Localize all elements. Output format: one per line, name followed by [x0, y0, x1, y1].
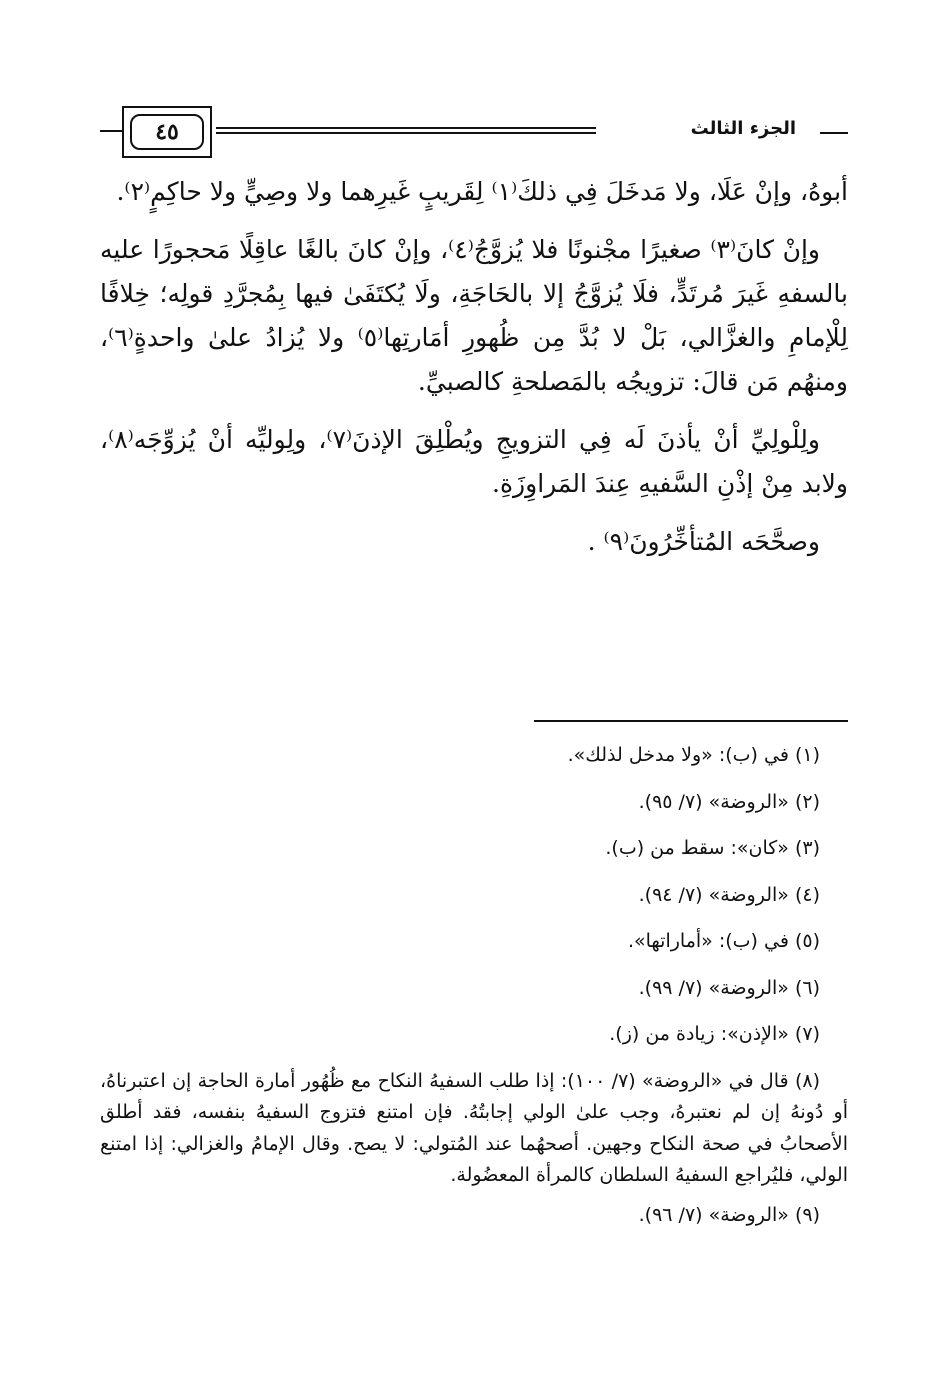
page-number-frame [122, 106, 212, 158]
page-number: ٤٥ [130, 114, 204, 150]
footnote: (١) في (ب): «ولا مدخل لذلك». [567, 744, 820, 766]
paragraph: وصحَّحَه المُتأخِّرُونَ⁽٩⁾ . [587, 527, 820, 556]
footnote: (٢) «الروضة» (٧/ ٩٥). [638, 790, 820, 813]
paragraph: وإنْ كانَ⁽٣⁾ صغيرًا مجْنونًا فلا يُزوَّجُ⁽٤⁾، وإنْ كانَ بالغًا عاقِلًا مَحجورًا عليه بالسفهِ غَيرَ مُرتَدٍّ، فلَا يُزوَّجُ إلا بالحَاجَةِ، ولَا يُكتَفَىٰ فيها بِمُجرَّدِ قولِه؛ خِلافًا لِلْإمامِ والغزَّالي، بَلْ لا بُدَّ مِن ظُهورِ أمَارتِها⁽٥⁾ ولا يُزادُ علىٰ واحدةٍ⁽٦⁾، ومنهُم مَن قالَ: تزويجُه بالمَصلحةِ كالصبيِّ. [100, 235, 848, 396]
header-dash-right [820, 132, 848, 134]
footnote-separator [534, 720, 848, 722]
footnote: (٣) «كان»: سقط من (ب). [605, 837, 820, 859]
footnote: (٥) في (ب): «أماراتها». [627, 930, 820, 952]
main-text [100, 170, 848, 578]
chapter-title: الجزء الثالث [690, 118, 796, 139]
footnotes [100, 740, 848, 1246]
footnote: (٩) «الروضة» (٧/ ٩٦). [638, 1203, 820, 1226]
header-dash-left [100, 130, 122, 132]
header-rule [216, 127, 596, 129]
footnote: (٧) «الإذن»: زيادة من (ز). [609, 1023, 820, 1045]
footnote: (٤) «الروضة» (٧/ ٩٤). [638, 883, 820, 906]
page-header [100, 100, 848, 160]
header-rule-double [216, 132, 596, 134]
footnote: (٨) قال في «الروضة» (٧/ ١٠٠): إذا طلب السفيهُ النكاح مع ظُهُور أمارة الحاجة إن اعتبرناهُ، أو دُونهُ إن لم نعتبرهُ، وجب علىٰ الولي إجابتُهُ. فإن امتنع فتزوج السفيهُ بنفسه، فقد أطلق الأصحابُ في صحة النكاح وجهين. أصحهُما عند المُتولي: لا يصح. وقال الإمامُ والغزالي: إذا امتنع الولي، فليُراجع السفيهُ السلطان كالمرأة المعضُولة. [100, 1069, 848, 1186]
paragraph: ولِلْولِيِّ أنْ يأذنَ لَه فِي التزويجِ ويُطْلِقَ الإذنَ⁽٧⁾، ولِوليِّه أنْ يُزوِّجَه⁽٨⁾، ولابد مِنْ إذْنِ السَّفيهِ عِندَ المَراوِزَةِ. [100, 425, 848, 498]
document-page [100, 0, 848, 1385]
footnote: (٦) «الروضة» (٧/ ٩٩). [638, 976, 820, 999]
paragraph: أبوهُ، وإنْ عَلَا، ولا مَدخَلَ فِي ذلكَ⁽١⁾ لِقَريبٍ غَيرِهما ولا وصِيٍّ ولا حاكِمٍ⁽٢⁾. [116, 177, 848, 206]
